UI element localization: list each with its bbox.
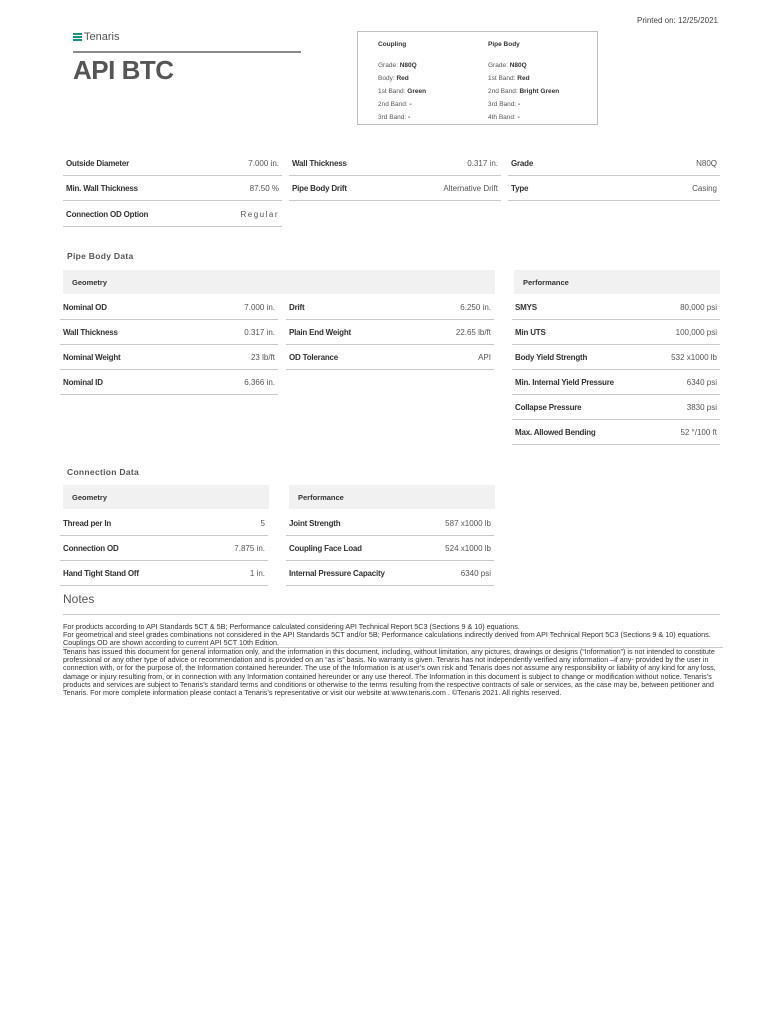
note-paragraph: For geometrical and steel grades combinations not considered in the API Standards 5CT and/or 5B; Performance calculations indirectly derived from API Technical Report 5C3 (Sections 9 & 10) equations.	[63, 630, 711, 640]
header-divider	[73, 51, 301, 53]
printed-date: Printed on: 12/25/2021	[637, 16, 718, 25]
summary-row: Pipe Body Drift Alternative Drift	[289, 176, 501, 201]
pipe-geometry-row: Drift 6.250 in.	[286, 295, 494, 320]
connection-geometry-row: Thread per In 5	[60, 511, 268, 536]
connection-geometry-row: Connection OD 7.875 in.	[60, 536, 268, 561]
notes-title: Notes	[63, 592, 95, 606]
color-bands-box	[357, 31, 598, 125]
connection-performance-row: Internal Pressure Capacity 6340 psi	[286, 561, 494, 586]
pipe-performance-row: Collapse Pressure 3830 psi	[512, 395, 720, 420]
pipe-body-band-4: 4th Band: -	[488, 114, 520, 121]
coupling-band-1: 1st Band: Green	[378, 88, 427, 95]
brand-logo	[73, 31, 119, 43]
pipe-body-band-2: 2nd Band: Bright Green	[488, 88, 560, 95]
pipe-geometry-row: Nominal Weight 23 lb/ft	[60, 345, 278, 370]
connection-performance-row: Coupling Face Load 524 x1000 lb	[286, 536, 494, 561]
pipe-body-band-3: 3rd Band: -	[488, 101, 521, 108]
pipe-body-grade: Grade: N80Q	[488, 62, 527, 69]
summary-row: Wall Thickness 0.317 in.	[289, 151, 501, 176]
pipe-performance-header: Performance	[514, 270, 720, 294]
pipe-performance-row: Max. Allowed Bending 52 °/100 ft	[512, 420, 720, 445]
page-title: API BTC	[73, 55, 174, 85]
brand-name: Tenaris	[84, 31, 120, 43]
summary-row: Outside Diameter 7.000 in.	[63, 151, 282, 176]
pipe-geometry-row: OD Tolerance API	[286, 345, 494, 370]
disclaimer-paragraph: Tenaris has issued this document for general information only, and the information in this document, including, without limitation, any pictures, drawings or designs (“Information”) is not intended to constitute professional or any other type of advice or recommendation and is provided on an “as is” basis. No warranty is given. Tenaris has not independently verified any information –if any- provided by the user in connection with, or for the purpose of, the Information contained hereunder. The use of the Information is at user’s own risk and Tenaris does not assume any responsibility or liability of any kind for any loss, damage or injury resulting from, or in connection with any Information contained hereunder or any use thereof. The Information in this document is subject to change or modification without notice. Tenaris’s products and services are subject to Tenaris’s standard terms and conditions or otherwise to the terms resulting from the respective contracts of sale or services, as the case may be, between petitioner and Tenaris. For more complete information please contact a Tenaris’s representative or visit our website at www.tenaris.com . ©Tenaris 2021. All rights reserved.	[63, 647, 716, 697]
notes-divider	[63, 614, 720, 615]
coupling-band-3: 3rd Band: -	[378, 114, 411, 121]
pipe-geometry-row: Nominal OD 7.000 in.	[60, 295, 278, 320]
note-paragraph: For products according to API Standards 5CT & 5B; Performance calculated considering API Technical Report 5C3 (Sections 9 & 10) equations.	[63, 622, 520, 631]
connection-performance-row: Joint Strength 587 x1000 lb	[286, 511, 494, 536]
tenaris-logo-icon	[73, 33, 82, 41]
coupling-body: Body: Red	[378, 75, 409, 82]
summary-row: Min. Wall Thickness 87.50 %	[63, 176, 282, 201]
coupling-band-2: 2nd Band: -	[378, 101, 412, 108]
summary-row: Connection OD Option Regular	[63, 202, 282, 227]
pipe-geometry-row: Wall Thickness 0.317 in.	[60, 320, 278, 345]
pipe-body-data-title: Pipe Body Data	[67, 251, 134, 261]
connection-geometry-row: Hand Tight Stand Off 1 in.	[60, 561, 268, 586]
coupling-header: Coupling	[378, 41, 407, 48]
summary-row: Type Casing	[508, 176, 720, 201]
pipe-geometry-row: Plain End Weight 22.65 lb/ft	[286, 320, 494, 345]
summary-row: Grade N80Q	[508, 151, 720, 176]
pipe-geometry-row: Nominal ID 6.366 in.	[60, 370, 278, 395]
pipe-geometry-header: Geometry	[63, 270, 495, 294]
connection-performance-header: Performance	[289, 485, 495, 509]
pipe-performance-row: Min. Internal Yield Pressure 6340 psi	[512, 370, 720, 395]
pipe-performance-row: Min UTS 100,000 psi	[512, 320, 720, 345]
connection-geometry-header: Geometry	[63, 485, 269, 509]
pipe-performance-row: SMYS 80,000 psi	[512, 295, 720, 320]
notes-body	[63, 623, 723, 697]
pipe-body-header: Pipe Body	[488, 41, 520, 48]
pipe-performance-row: Body Yield Strength 532 x1000 lb	[512, 345, 720, 370]
coupling-grade: Grade: N80Q	[378, 62, 417, 69]
pipe-body-band-1: 1st Band: Red	[488, 75, 530, 82]
connection-data-title: Connection Data	[67, 467, 140, 477]
note-paragraph: Couplings OD are shown according to current API 5CT 10th Edition.	[63, 638, 280, 648]
